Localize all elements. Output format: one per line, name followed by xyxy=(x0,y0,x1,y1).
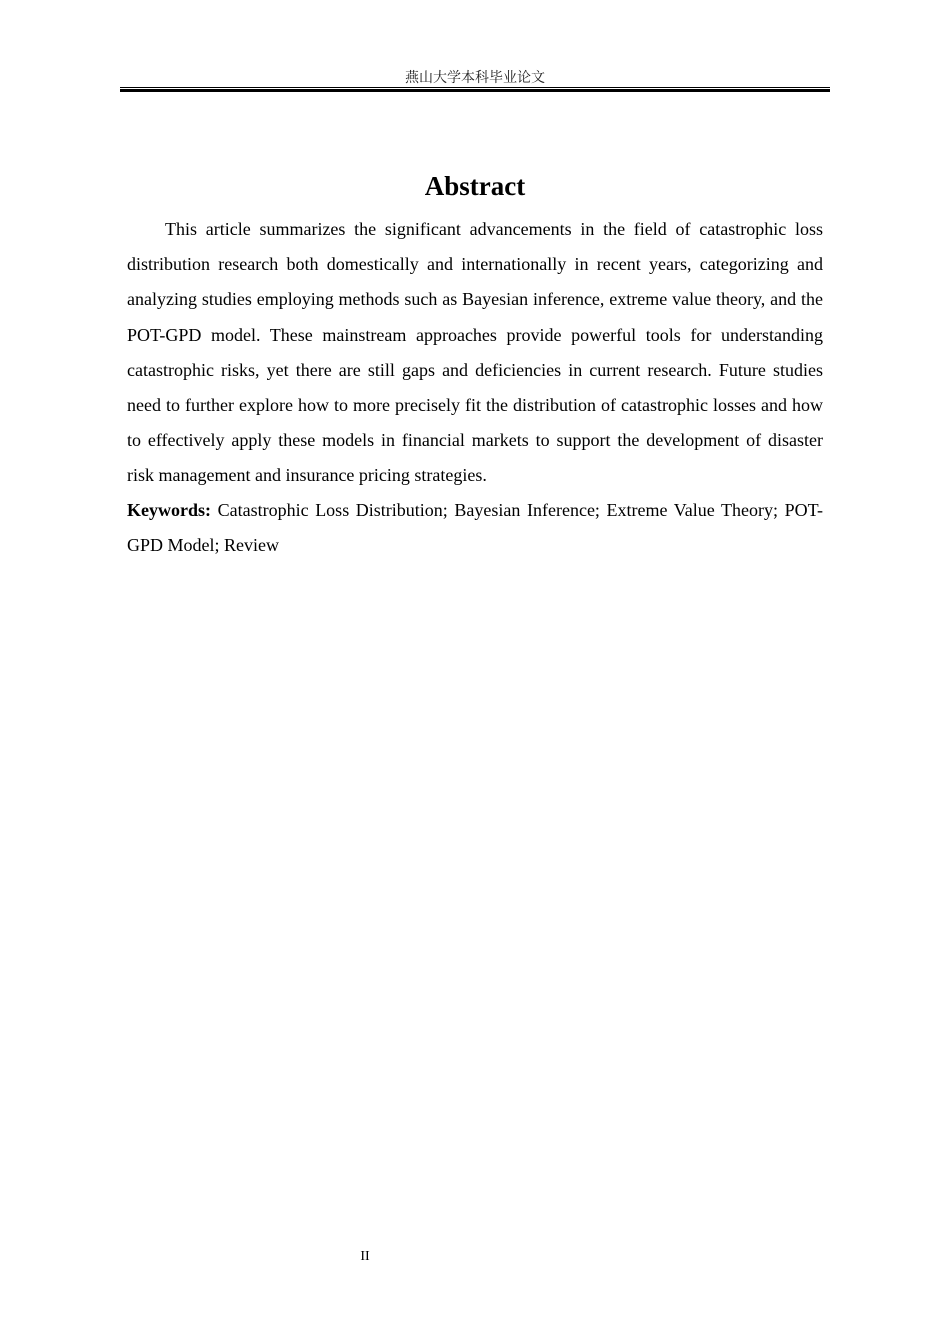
page-number: II xyxy=(360,1249,370,1264)
header-divider-thin-line xyxy=(120,87,830,88)
keywords-label: Keywords: xyxy=(127,500,211,520)
header-divider xyxy=(120,87,830,93)
abstract-body: This article summarizes the significant advancements in the field of catastrophic loss distribution research both domestically and internationally in recent years, categorizing and analyzing studies employing methods such as Bayesian inference, extreme value theory, and the POT-GPD model. These mainstream approaches provide powerful tools for understanding catastrophic risks, yet there are still gaps and deficiencies in current research. Future studies need to further explore how to more precisely fit the distribution of catastrophic losses and how to effectively apply these models in financial markets to support the development of disaster risk management and insurance pricing strategies. xyxy=(127,219,823,486)
keywords-paragraph xyxy=(127,493,823,563)
keywords-list: Catastrophic Loss Distribution; Bayesian Inference; Extreme Value Theory; POT-GPD Model; Review xyxy=(127,500,823,556)
running-header: 燕山大学本科毕业论文 xyxy=(405,70,545,86)
abstract-title: Abstract xyxy=(424,171,526,201)
header-divider-thick-line xyxy=(120,89,830,92)
